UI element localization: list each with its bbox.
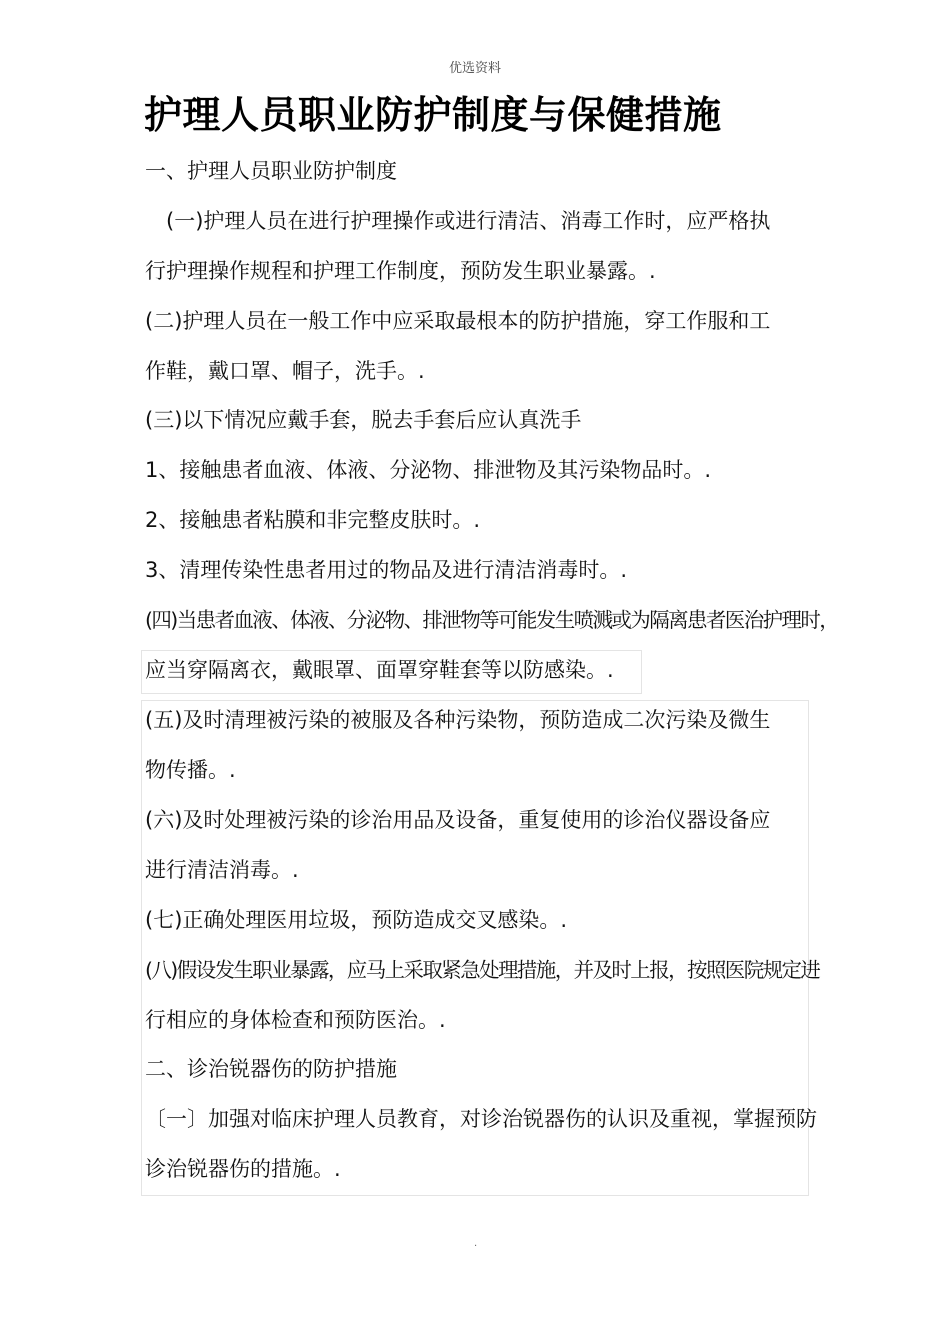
list-item: 3、清理传染性患者用过的物品及进行清洁消毒时。.: [145, 558, 628, 582]
paragraph-line: (五)及时清理被污染的被服及各种污染物，预防造成二次污染及微生: [145, 708, 771, 732]
paragraph-line: (一)护理人员在进行护理操作或进行清洁、消毒工作时，应严格执: [166, 209, 771, 233]
paragraph-line: 进行清洁消毒。.: [145, 858, 299, 882]
paragraph-line: 应当穿隔离衣，戴眼罩、面罩穿鞋套等以防感染。.: [145, 658, 614, 682]
document-title: 护理人员职业防护制度与保健措施: [144, 93, 722, 137]
list-item: 1、接触患者血液、体液、分泌物、排泄物及其污染物品时。.: [145, 458, 712, 482]
footer-mark: .: [474, 1238, 478, 1249]
paragraph-line: (三)以下情况应戴手套，脱去手套后应认真洗手: [145, 408, 582, 432]
paragraph-line: (四)当患者血液、体液、分泌物、排泄物等可能发生喷溅或为隔离患者医治护理时，: [145, 608, 839, 632]
paragraph-line: 行相应的身体检查和预防医治。.: [145, 1008, 446, 1032]
list-item: 2、接触患者粘膜和非完整皮肤时。.: [145, 508, 481, 532]
paragraph-line: (六)及时处理被污染的诊治用品及设备，重复使用的诊治仪器设备应: [145, 808, 771, 832]
section-heading-1: 一、护理人员职业防护制度: [145, 159, 397, 183]
header-note: 优选资料: [448, 61, 501, 76]
paragraph-line: (七)正确处理医用垃圾，预防造成交叉感染。.: [145, 908, 568, 932]
paragraph-line: 作鞋，戴口罩、帽子，洗手。.: [145, 359, 425, 383]
paragraph-line: 物传播。.: [145, 758, 236, 782]
section-heading-2: 二、诊治锐器伤的防护措施: [145, 1057, 397, 1081]
paragraph-line: 行护理操作规程和护理工作制度，预防发生职业暴露。.: [145, 259, 656, 283]
paragraph-line: (二)护理人员在一般工作中应采取最根本的防护措施，穿工作服和工: [145, 309, 771, 333]
paragraph-line: (八)假设发生职业暴露，应马上采取紧急处理措施，并及时上报，按照医院规定进: [145, 958, 820, 982]
paragraph-line: 〔一〕加强对临床护理人员教育，对诊治锐器伤的认识及重视，掌握预防: [145, 1107, 817, 1131]
paragraph-line: 诊治锐器伤的措施。.: [145, 1157, 341, 1181]
